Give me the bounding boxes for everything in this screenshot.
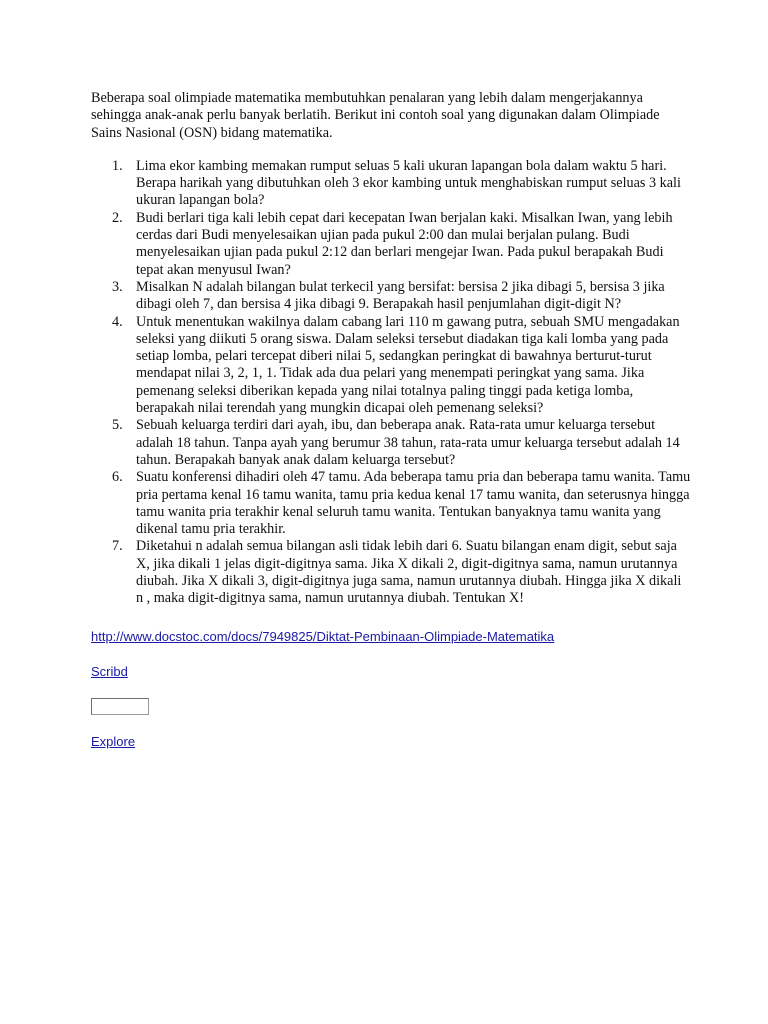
scribd-link[interactable]: Scribd [91, 663, 128, 679]
list-item-number: 1. [112, 157, 123, 174]
list-item [91, 538, 691, 607]
scribd-link-row [91, 663, 691, 680]
list-item [91, 417, 691, 469]
list-item [91, 158, 691, 210]
list-item-text: Budi berlari tiga kali lebih cepat dari kecepatan Iwan berjalan kaki. Misalkan Iwan, yang lebih cerdas dari Budi menyelesaikan ujian pada pukul 2:00 dan mulai berjalan pulang. Budi menyelesaikan ujian pada pukul 2:12 dan berlari mengejar Iwan. Pada pukul berapakah Budi tepat akan menyusul Iwan? [136, 209, 673, 278]
list-item [91, 210, 691, 279]
list-item-number: 4. [112, 313, 123, 330]
explore-link[interactable]: Explore [91, 733, 136, 749]
list-item-text: Misalkan N adalah bilangan bulat terkecil yang bersifat: bersisa 2 jika dibagi 5, bersisa 3 jika dibagi oleh 7, dan bersisa 4 jika dibagi 9. Berapakah hasil penjumlahan digit-digit N? [136, 278, 665, 313]
list-item-number: 6. [112, 469, 123, 486]
list-item-text: Lima ekor kambing memakan rumput seluas 5 kali ukuran lapangan bola dalam waktu 5 hari. Berapa harikah yang dibutuhkan oleh 3 ekor kambing untuk menghabiskan rumput seluas 3 kali ukuran lapangan bola? [136, 157, 681, 209]
problem-list [91, 158, 691, 608]
list-item [91, 314, 691, 418]
list-item-number: 7. [112, 538, 123, 555]
list-item [91, 279, 691, 314]
list-item-number: 3. [112, 278, 123, 295]
source-link-row [91, 628, 691, 645]
intro-paragraph: Beberapa soal olimpiade matematika membutuhkan penalaran yang lebih dalam mengerjakannya sehingga anak-anak perlu banyak berlatih. Berikut ini contoh soal yang digunakan dalam Olimpiade Sains Nasional (OSN) bidang matematika. [91, 90, 660, 141]
list-item-number: 5. [112, 417, 123, 434]
source-url-link[interactable]: http://www.docstoc.com/docs/7949825/Diktat-Pembinaan-Olimpiade-Matematika [91, 628, 555, 644]
embed-placeholder-box [91, 698, 149, 715]
list-item-text: Diketahui n adalah semua bilangan asli tidak lebih dari 6. Suatu bilangan enam digit, sebut saja X, jika dikali 1 jelas digit-digitnya sama. Jika X dikali 2, digit-digitnya sama, namun urutannya diubah. Jika X dikali 3, digit-digitnya juga sama, namun urutannya diubah. Hingga jika X dikali n , maka digit-digitnya sama, namun urutannya diubah. Tentukan X! [136, 538, 682, 607]
links-section [91, 628, 691, 750]
list-item-number: 2. [112, 209, 123, 226]
list-item-text: Suatu konferensi dihadiri oleh 47 tamu. Ada beberapa tamu pria dan beberapa tamu wanita. Tamu pria pertama kenal 16 tamu wanita, tamu pria kedua kenal 17 tamu wanita, dan seterusnya hingga tamu wanita pria terakhir kenal seluruh tamu wanita. Tentukan banyaknya tamu wanita yang dikenal tamu pria terakhir. [136, 469, 691, 538]
list-item [91, 469, 691, 538]
list-item-text: Sebuah keluarga terdiri dari ayah, ibu, dan beberapa anak. Rata-rata umur keluarga tersebut adalah 18 tahun. Tanpa ayah yang berumur 38 tahun, rata-rata umur keluarga tersebut adalah 14 tahun. Berapakah banyak anak dalam keluarga tersebut? [136, 417, 680, 468]
list-item-text: Untuk menentukan wakilnya dalam cabang lari 110 m gawang putra, sebuah SMU mengadakan seleksi yang diikuti 5 orang siswa. Dalam seleksi tersebut diadakan tiga kali lomba yang pada setiap lomba, pelari tercepat diberi nilai 5, sedangkan peringkat di bawahnya berturut-turut mendapat nilai 3, 2, 1, 1. Tidak ada dua pelari yang menempati peringkat yang sama. Jika pemenang seleksi diberikan kepada yang nilai totalnya paling tinggi pada ketiga lomba, berapakah nilai terendah yang mungkin dicapai oleh pemenang seleksi? [136, 313, 680, 417]
document-page [91, 90, 691, 768]
explore-link-row [91, 733, 691, 750]
